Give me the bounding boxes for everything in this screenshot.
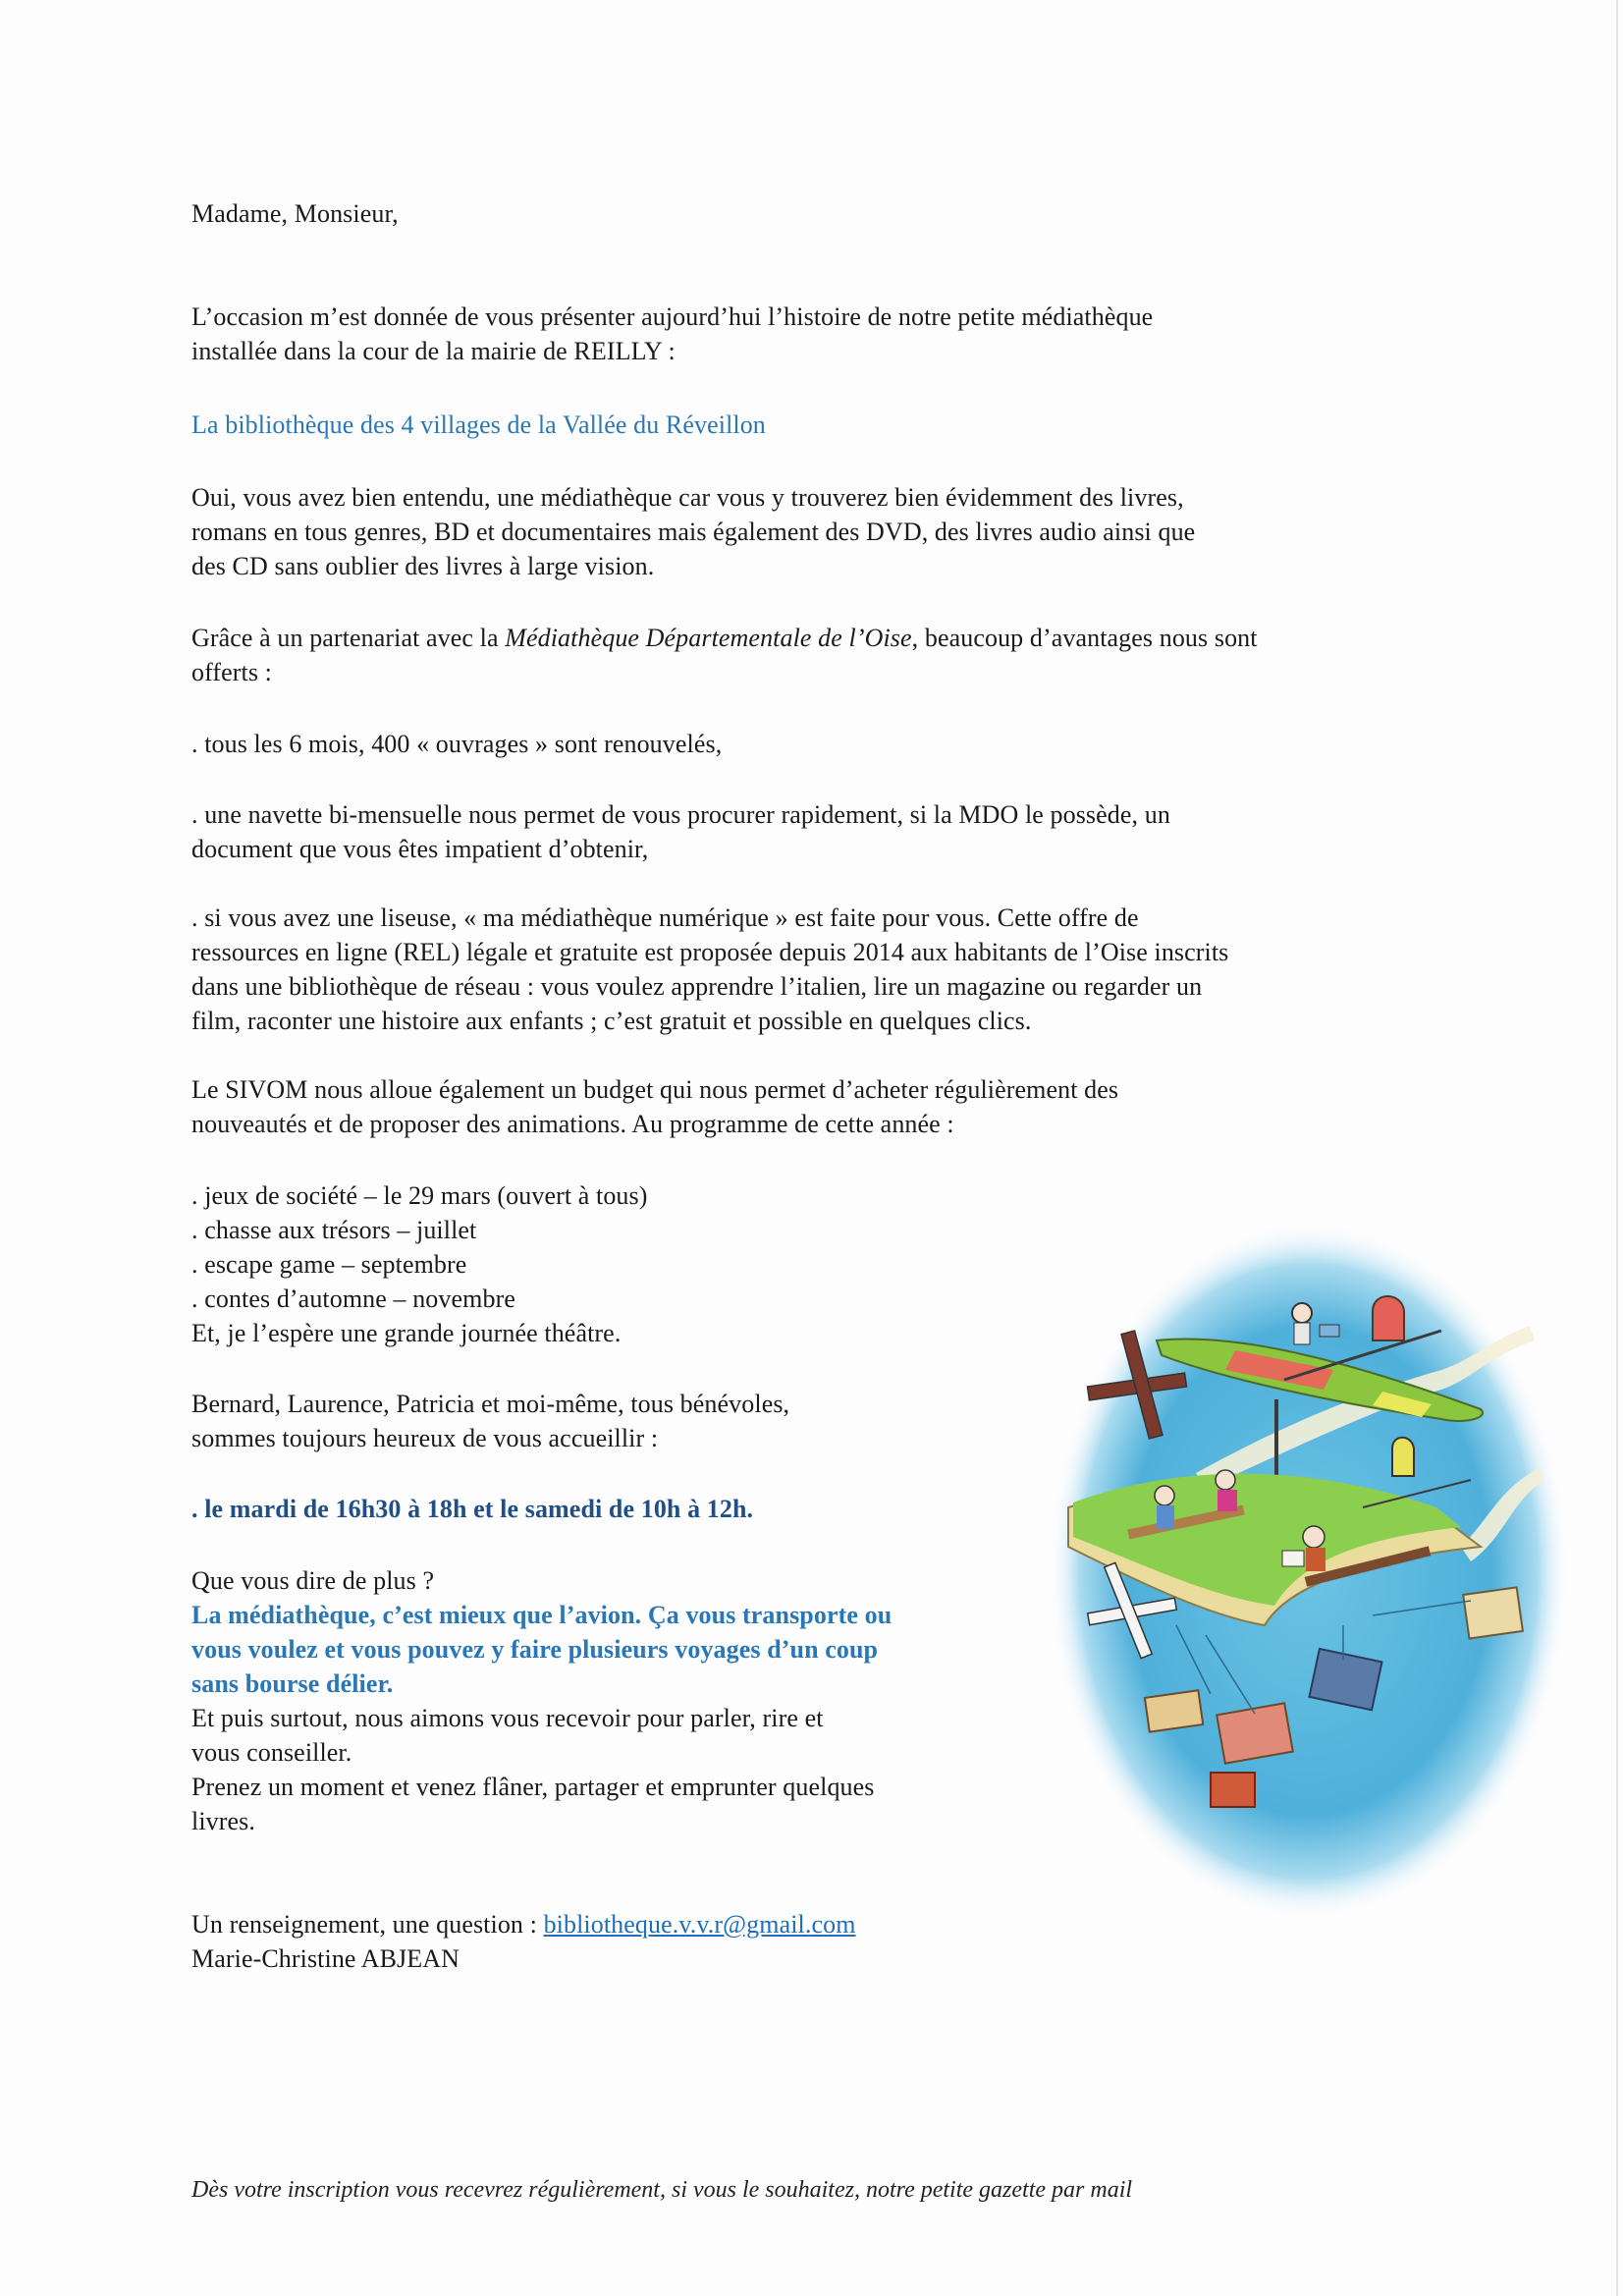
- offer-line-2: romans en tous genres, BD et documentaires mais également des DVD, des livres audio ainsi que: [191, 518, 1196, 546]
- partnership-line-2: offerts :: [191, 658, 273, 686]
- reader: [1303, 1526, 1325, 1548]
- closing-blue-line-3: sans bourse délier.: [191, 1669, 394, 1698]
- partnership-line-1: [191, 621, 1258, 655]
- advantage-3-line-3: dans une bibliothèque de réseau : vous voulez apprendre l’italien, lire un magazine ou regarder un: [191, 972, 1203, 1001]
- contact-label: Un renseignement, une question :: [191, 1910, 544, 1939]
- closing-line-6: Prenez un moment et venez flâner, partager et emprunter quelques: [191, 1773, 875, 1801]
- signature: Marie-Christine ABJEAN: [191, 1944, 460, 1973]
- luggage: [1145, 1690, 1203, 1731]
- program-note: Et, je l’espère une grande journée théâtre.: [191, 1319, 622, 1347]
- partnership-suffix: , beaucoup d’avantages nous sont: [911, 624, 1258, 652]
- opening-hours: . le mardi de 16h30 à 18h et le samedi de 10h à 12h.: [191, 1495, 754, 1523]
- tail-fin: [1392, 1438, 1414, 1476]
- newspaper: [1282, 1551, 1304, 1566]
- program-item: . jeux de société – le 29 mars (ouvert à tous): [191, 1181, 648, 1210]
- library-title: La bibliothèque des 4 villages de la Vallée du Réveillon: [191, 410, 766, 439]
- closing-question: Que vous dire de plus ?: [191, 1566, 435, 1595]
- flying-library-illustration: [1049, 1223, 1569, 1920]
- offer-line-3: des CD sans oublier des livres à large vision.: [191, 552, 655, 580]
- salutation: Madame, Monsieur,: [191, 199, 399, 228]
- scan-edge-line: [1616, 0, 1618, 2296]
- advantage-3-line-4: film, raconter une histoire aux enfants ; c’est gratuit et possible en quelques clics.: [191, 1007, 1032, 1035]
- reader: [1155, 1486, 1174, 1505]
- pilot: [1292, 1303, 1312, 1323]
- program-item: . contes d’automne – novembre: [191, 1285, 515, 1313]
- sivom-line-1: Le SIVOM nous alloue également un budget qui nous permet d’acheter régulièrement des: [191, 1075, 1119, 1104]
- reader: [1216, 1470, 1235, 1490]
- advantage-2-line-1: . une navette bi-mensuelle nous permet de vous procurer rapidement, si la MDO le possède, un: [191, 800, 1170, 829]
- closing-line-7: livres.: [191, 1807, 255, 1835]
- volunteers-line-2: sommes toujours heureux de vous accueillir :: [191, 1424, 659, 1452]
- partnership-prefix: Grâce à un partenariat avec la: [191, 624, 506, 652]
- closing-blue-line-2: vous voulez et vous pouvez y faire plusieurs voyages d’un coup: [191, 1635, 879, 1664]
- partner-name: Médiathèque Départementale de l’Oise: [505, 624, 912, 652]
- luggage: [1217, 1703, 1293, 1763]
- plane-tail: [1373, 1296, 1404, 1340]
- closing-line-4: Et puis surtout, nous aimons vous recevoir pour parler, rire et: [191, 1704, 824, 1732]
- offer-line-1: Oui, vous avez bien entendu, une médiathèque car vous y trouverez bien évidemment des livres,: [191, 483, 1184, 512]
- program-item: . escape game – septembre: [191, 1250, 467, 1279]
- intro-line-1: L’occasion m’est donnée de vous présenter aujourd’hui l’histoire de notre petite médiathèque: [191, 302, 1154, 331]
- footer-note: Dès votre inscription vous recevrez régulièrement, si vous le souhaitez, notre petite gazette par mail: [191, 2177, 1133, 2203]
- luggage: [1463, 1587, 1523, 1638]
- volunteers-line-1: Bernard, Laurence, Patricia et moi-même, tous bénévoles,: [191, 1390, 790, 1418]
- luggage: [1211, 1773, 1255, 1807]
- advantage-3-line-2: ressources en ligne (REL) légale et gratuite est proposée depuis 2014 aux habitants de l’Oise inscrits: [191, 938, 1229, 966]
- sivom-line-2: nouveautés et de proposer des animations. Au programme de cette année :: [191, 1110, 954, 1138]
- closing-line-5: vous conseiller.: [191, 1738, 352, 1767]
- email-link[interactable]: bibliotheque.v.v.r@gmail.com: [543, 1910, 856, 1939]
- advantage-2-line-2: document que vous êtes impatient d’obtenir,: [191, 835, 649, 863]
- closing-blue-line-1: La médiathèque, c’est mieux que l’avion. Ça vous transporte ou: [191, 1601, 893, 1629]
- advantage-3-line-1: . si vous avez une liseuse, « ma médiathèque numérique » est faite pour vous. Cette offre de: [191, 903, 1139, 932]
- intro-line-2: installée dans la cour de la mairie de REILLY :: [191, 337, 676, 365]
- program-item: . chasse aux trésors – juillet: [191, 1216, 477, 1244]
- contact-line: [191, 1907, 856, 1941]
- advantage-1: . tous les 6 mois, 400 « ouvrages » sont renouvelés,: [191, 730, 723, 758]
